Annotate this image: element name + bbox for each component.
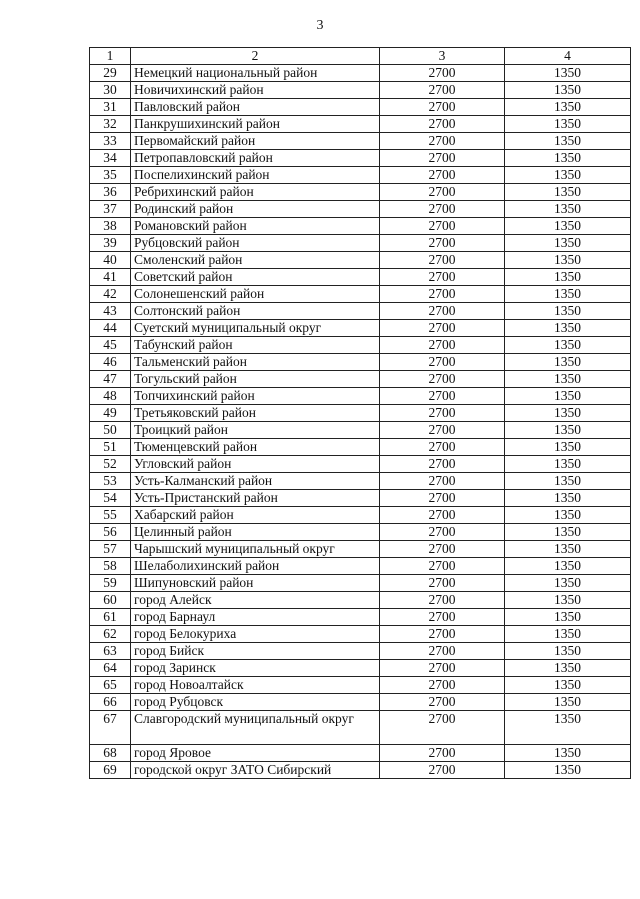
table-row [90,660,631,677]
value-col4-cell: 1350 [505,201,631,218]
row-number-cell: 56 [90,524,131,541]
municipality-name-cell: Хабарский район [131,507,380,524]
table-row [90,201,631,218]
page-number: 3 [316,18,324,33]
value-col3-cell: 2700 [380,184,505,201]
row-number-cell: 52 [90,456,131,473]
value-col3-cell: 2700 [380,558,505,575]
municipality-name-cell: Тальменский район [131,354,380,371]
table-row [90,745,631,762]
value-col3-cell: 2700 [380,99,505,116]
value-col3-cell: 2700 [380,201,505,218]
value-col4-cell: 1350 [505,184,631,201]
row-number-cell: 33 [90,133,131,150]
municipality-name-cell: Солтонский район [131,303,380,320]
municipality-name-cell: город Алейск [131,592,380,609]
value-col3-cell: 2700 [380,694,505,711]
row-number-cell: 42 [90,286,131,303]
row-number-cell: 64 [90,660,131,677]
row-number-cell: 67 [90,711,131,745]
value-col4-cell: 1350 [505,643,631,660]
row-number-cell: 63 [90,643,131,660]
value-col3-cell: 2700 [380,507,505,524]
municipality-name-cell: город Барнаул [131,609,380,626]
value-col3-cell: 2700 [380,235,505,252]
value-col4-cell: 1350 [505,354,631,371]
row-number-cell: 65 [90,677,131,694]
municipality-name-cell: Павловский район [131,99,380,116]
table-row [90,473,631,490]
table-row [90,337,631,354]
value-col3-cell: 2700 [380,711,505,745]
value-col3-cell: 2700 [380,609,505,626]
municipality-name-cell: Славгородский муниципальный округ [131,711,380,745]
municipality-name-cell: город Белокуриха [131,626,380,643]
table-row [90,558,631,575]
row-number-cell: 54 [90,490,131,507]
municipality-name-cell: Солонешенский район [131,286,380,303]
value-col4-cell: 1350 [505,490,631,507]
municipality-name-cell: Родинский район [131,201,380,218]
value-col3-cell: 2700 [380,490,505,507]
allocation-table [89,47,631,779]
value-col4-cell: 1350 [505,626,631,643]
table-row [90,167,631,184]
row-number-cell: 37 [90,201,131,218]
value-col4-cell: 1350 [505,405,631,422]
municipality-name-cell: Первомайский район [131,133,380,150]
column-header-2: 2 [131,48,380,65]
table-body [90,65,631,779]
row-number-cell: 60 [90,592,131,609]
value-col4-cell: 1350 [505,439,631,456]
value-col4-cell: 1350 [505,575,631,592]
table-row [90,541,631,558]
table-row [90,524,631,541]
table-row [90,388,631,405]
municipality-name-cell: Угловский район [131,456,380,473]
municipality-name-cell: Поспелихинский район [131,167,380,184]
row-number-cell: 61 [90,609,131,626]
value-col3-cell: 2700 [380,303,505,320]
row-number-cell: 38 [90,218,131,235]
value-col4-cell: 1350 [505,609,631,626]
value-col3-cell: 2700 [380,388,505,405]
value-col3-cell: 2700 [380,252,505,269]
row-number-cell: 51 [90,439,131,456]
row-number-cell: 48 [90,388,131,405]
table-row [90,507,631,524]
value-col4-cell: 1350 [505,303,631,320]
value-col3-cell: 2700 [380,541,505,558]
row-number-cell: 68 [90,745,131,762]
table-row [90,133,631,150]
table-header [90,48,631,65]
municipality-name-cell: Романовский район [131,218,380,235]
municipality-name-cell: Новичихинский район [131,82,380,99]
value-col3-cell: 2700 [380,575,505,592]
value-col3-cell: 2700 [380,745,505,762]
column-header-3: 3 [380,48,505,65]
row-number-cell: 50 [90,422,131,439]
value-col4-cell: 1350 [505,82,631,99]
table-row [90,354,631,371]
value-col3-cell: 2700 [380,762,505,779]
value-col3-cell: 2700 [380,660,505,677]
value-col4-cell: 1350 [505,371,631,388]
table-row [90,150,631,167]
municipality-name-cell: город Яровое [131,745,380,762]
column-header-4: 4 [505,48,631,65]
table-row [90,218,631,235]
municipality-name-cell: город Новоалтайск [131,677,380,694]
municipality-name-cell: Троицкий район [131,422,380,439]
value-col4-cell: 1350 [505,558,631,575]
value-col3-cell: 2700 [380,269,505,286]
municipality-name-cell: Третьяковский район [131,405,380,422]
value-col4-cell: 1350 [505,388,631,405]
value-col4-cell: 1350 [505,524,631,541]
row-number-cell: 30 [90,82,131,99]
row-number-cell: 29 [90,65,131,82]
row-number-cell: 36 [90,184,131,201]
value-col4-cell: 1350 [505,762,631,779]
municipality-name-cell: Суетский муниципальный округ [131,320,380,337]
table-row [90,490,631,507]
table-row [90,184,631,201]
municipality-name-cell: город Заринск [131,660,380,677]
municipality-name-cell: Шелаболихинский район [131,558,380,575]
municipality-name-cell: город Бийск [131,643,380,660]
row-number-cell: 34 [90,150,131,167]
municipality-name-cell: Советский район [131,269,380,286]
value-col4-cell: 1350 [505,269,631,286]
municipality-name-cell: Тюменцевский район [131,439,380,456]
value-col3-cell: 2700 [380,320,505,337]
municipality-name-cell: Тогульский район [131,371,380,388]
value-col4-cell: 1350 [505,235,631,252]
municipality-name-cell: Ребрихинский район [131,184,380,201]
row-number-cell: 35 [90,167,131,184]
value-col4-cell: 1350 [505,745,631,762]
municipality-name-cell: Чарышский муниципальный округ [131,541,380,558]
value-col3-cell: 2700 [380,150,505,167]
value-col4-cell: 1350 [505,133,631,150]
row-number-cell: 62 [90,626,131,643]
municipality-name-cell: Рубцовский район [131,235,380,252]
row-number-cell: 53 [90,473,131,490]
municipality-name-cell: Топчихинский район [131,388,380,405]
value-col4-cell: 1350 [505,286,631,303]
row-number-cell: 31 [90,99,131,116]
value-col3-cell: 2700 [380,592,505,609]
table-row [90,371,631,388]
value-col4-cell: 1350 [505,99,631,116]
row-number-cell: 69 [90,762,131,779]
table-row [90,422,631,439]
value-col4-cell: 1350 [505,473,631,490]
value-col4-cell: 1350 [505,337,631,354]
row-number-cell: 57 [90,541,131,558]
value-col4-cell: 1350 [505,711,631,745]
value-col4-cell: 1350 [505,65,631,82]
value-col3-cell: 2700 [380,82,505,99]
value-col4-cell: 1350 [505,541,631,558]
row-number-cell: 55 [90,507,131,524]
value-col4-cell: 1350 [505,592,631,609]
municipality-name-cell: Шипуновский район [131,575,380,592]
table-row [90,456,631,473]
table-row [90,252,631,269]
row-number-cell: 66 [90,694,131,711]
row-number-cell: 46 [90,354,131,371]
value-col3-cell: 2700 [380,456,505,473]
value-col3-cell: 2700 [380,371,505,388]
value-col4-cell: 1350 [505,660,631,677]
municipality-name-cell: Смоленский район [131,252,380,269]
value-col3-cell: 2700 [380,133,505,150]
value-col3-cell: 2700 [380,473,505,490]
table-header-row [90,48,631,65]
table-row [90,320,631,337]
table-row [90,609,631,626]
value-col3-cell: 2700 [380,167,505,184]
value-col4-cell: 1350 [505,422,631,439]
row-number-cell: 40 [90,252,131,269]
value-col4-cell: 1350 [505,456,631,473]
municipality-name-cell: Немецкий национальный район [131,65,380,82]
table-row [90,286,631,303]
value-col3-cell: 2700 [380,218,505,235]
table-row [90,711,631,745]
table-row [90,116,631,133]
row-number-cell: 45 [90,337,131,354]
table-row [90,99,631,116]
municipality-name-cell: Панкрушихинский район [131,116,380,133]
row-number-cell: 49 [90,405,131,422]
municipality-name-cell: город Рубцовск [131,694,380,711]
value-col3-cell: 2700 [380,422,505,439]
row-number-cell: 59 [90,575,131,592]
table-row [90,643,631,660]
municipality-name-cell: Петропавловский район [131,150,380,167]
value-col3-cell: 2700 [380,65,505,82]
value-col4-cell: 1350 [505,150,631,167]
table-row [90,575,631,592]
value-col3-cell: 2700 [380,643,505,660]
value-col4-cell: 1350 [505,694,631,711]
row-number-cell: 43 [90,303,131,320]
value-col3-cell: 2700 [380,626,505,643]
value-col4-cell: 1350 [505,218,631,235]
value-col4-cell: 1350 [505,320,631,337]
table-row [90,677,631,694]
row-number-cell: 58 [90,558,131,575]
value-col3-cell: 2700 [380,286,505,303]
table-row [90,303,631,320]
table-row [90,592,631,609]
value-col3-cell: 2700 [380,439,505,456]
value-col4-cell: 1350 [505,116,631,133]
table-row [90,694,631,711]
value-col3-cell: 2700 [380,354,505,371]
row-number-cell: 44 [90,320,131,337]
municipality-name-cell: Усть-Пристанский район [131,490,380,507]
table-row [90,235,631,252]
value-col4-cell: 1350 [505,677,631,694]
row-number-cell: 47 [90,371,131,388]
table-row [90,439,631,456]
table-row [90,65,631,82]
value-col3-cell: 2700 [380,677,505,694]
column-header-1: 1 [90,48,131,65]
row-number-cell: 41 [90,269,131,286]
table-row [90,82,631,99]
row-number-cell: 39 [90,235,131,252]
value-col3-cell: 2700 [380,524,505,541]
municipality-name-cell: Усть-Калманский район [131,473,380,490]
value-col3-cell: 2700 [380,405,505,422]
row-number-cell: 32 [90,116,131,133]
value-col4-cell: 1350 [505,167,631,184]
value-col4-cell: 1350 [505,252,631,269]
municipality-name-cell: городской округ ЗАТО Сибирский [131,762,380,779]
municipality-name-cell: Табунский район [131,337,380,354]
municipality-name-cell: Целинный район [131,524,380,541]
value-col3-cell: 2700 [380,116,505,133]
table-row [90,269,631,286]
table-row [90,626,631,643]
value-col3-cell: 2700 [380,337,505,354]
value-col4-cell: 1350 [505,507,631,524]
table-row [90,762,631,779]
table-row [90,405,631,422]
